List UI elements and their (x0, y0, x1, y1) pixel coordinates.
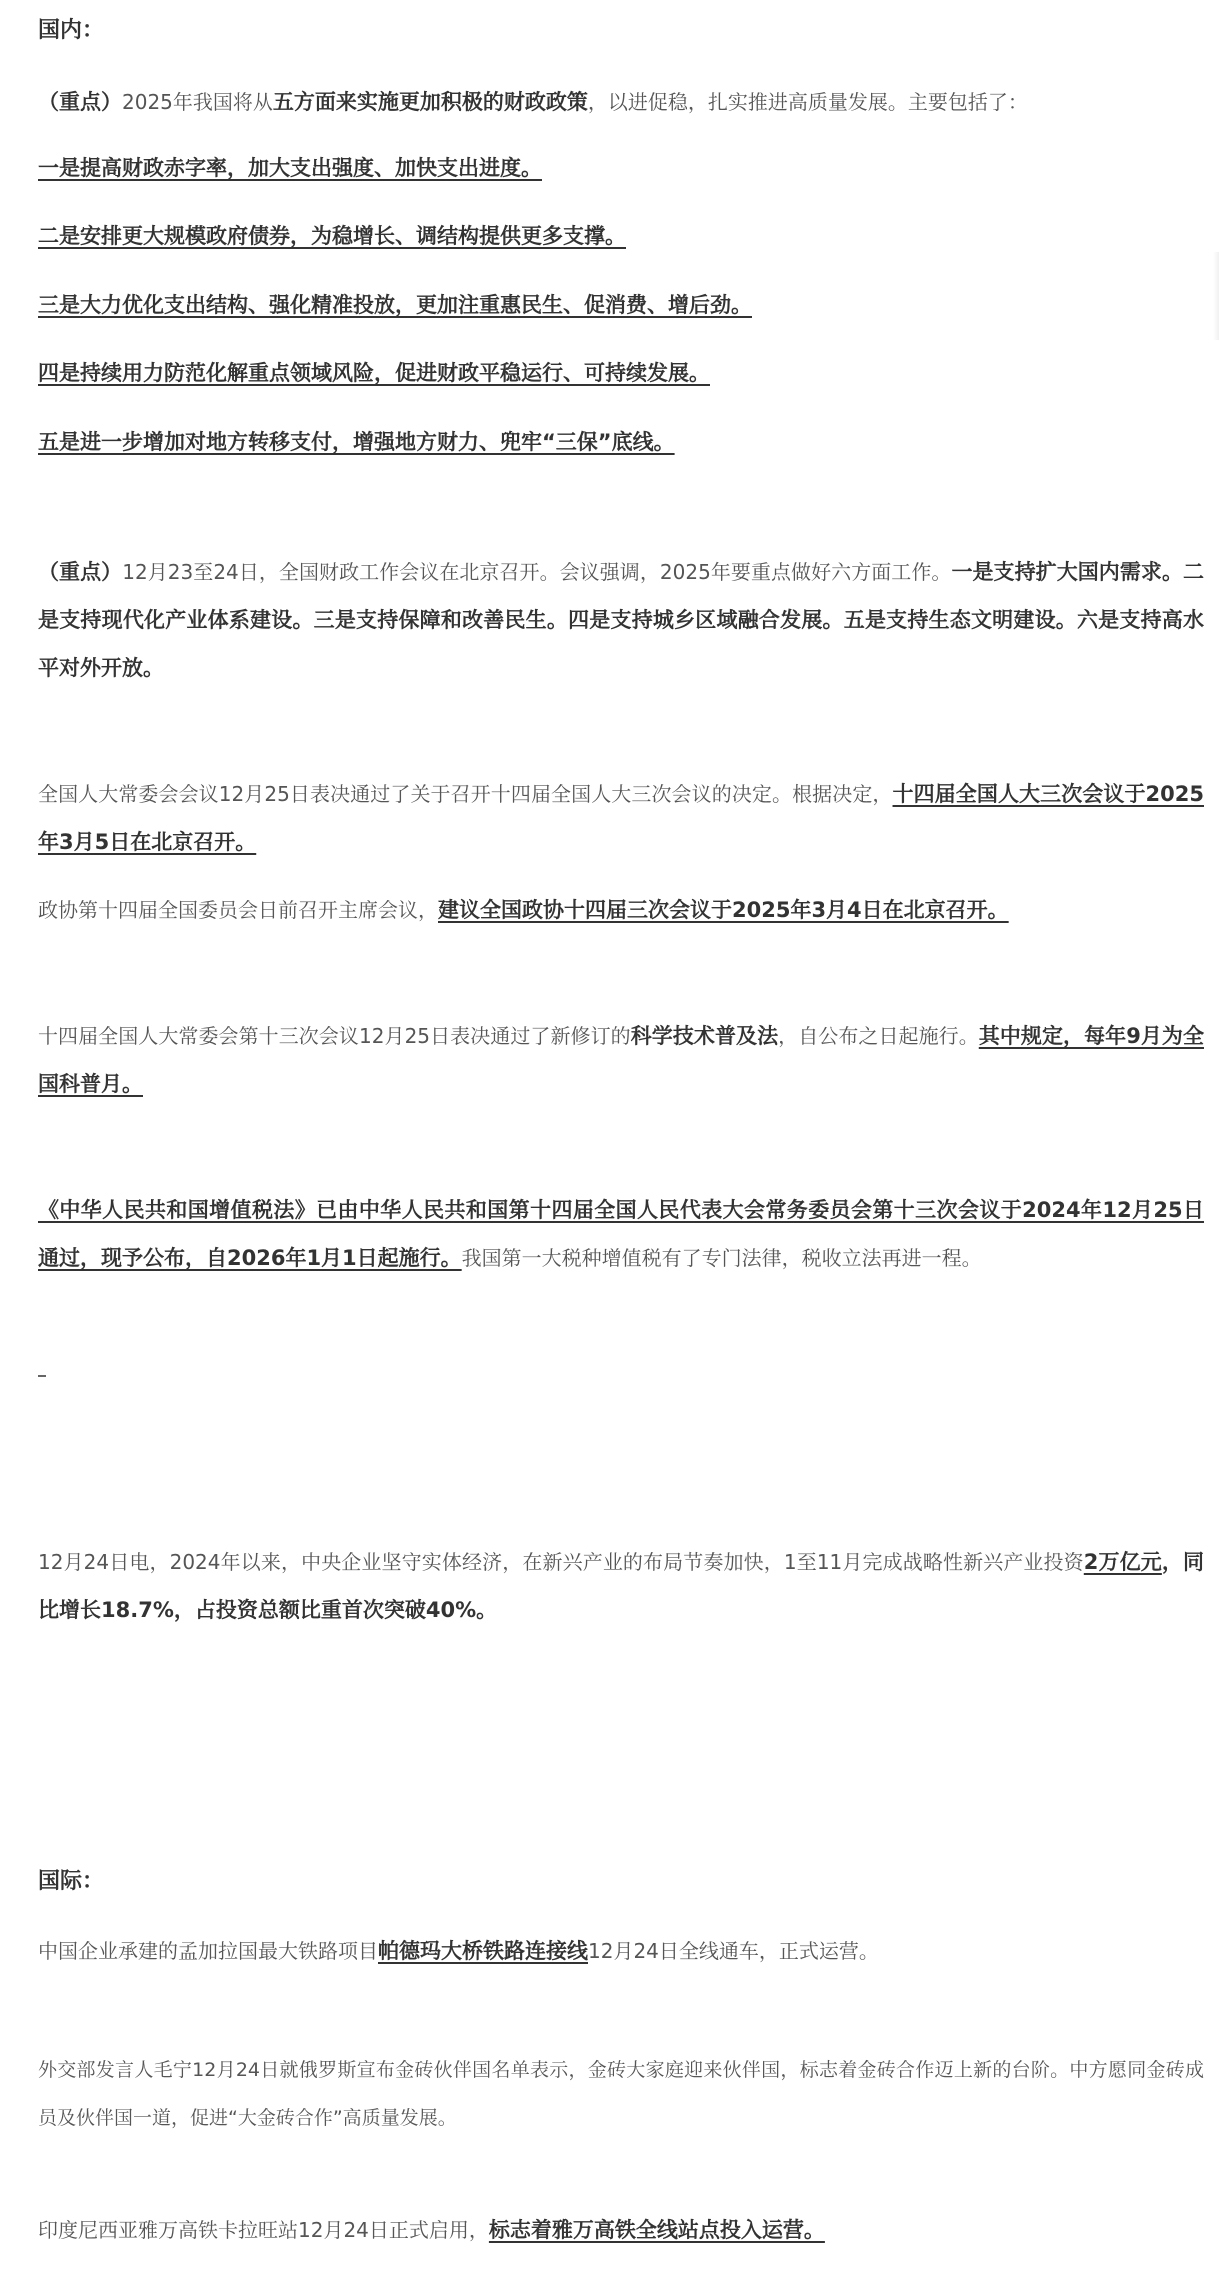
fiscal-point-3: 三是大力优化支出结构、强化精准投放，更加注重惠民生、促消费、增后劲。 (38, 293, 752, 317)
fiscal-point-1: 一是提高财政赤字率，加大支出强度、加快支出进度。 (38, 156, 542, 180)
paragraph-brics-partners: 外交部发言人毛宁12月24日就俄罗斯宣布金砖伙伴国名单表示，金砖大家庭迎来伙伴国，标志着金砖合作迈上新的台阶。中方愿同金砖成员及伙伴国一道，促进“大金砖合作”高质量发展。 (38, 2059, 1204, 2129)
six-tasks-bold: 一是支持扩大国内需求。二是支持现代化产业体系建设。三是支持保障和改善民生。四是支持城乡区域融合发展。五是支持生态文明建设。六是支持高水平对外开放。 (38, 560, 1205, 680)
fiscal-point-4: 四是持续用力防范化解重点领域风险，促进财政平稳运行、可持续发展。 (38, 361, 710, 385)
paragraph-bangladesh-railway: 中国企业承建的孟加拉国最大铁路项目帕德玛大桥铁路连接线12月24日全线通车，正式运营。 (38, 1939, 879, 1963)
cppcc-date-underline: 建议全国政协十四届三次会议于2025年3月4日在北京召开。 (438, 898, 1009, 922)
fiscal-policy-bold: 五方面来实施更加积极的财政政策 (272, 90, 588, 114)
fiscal-point-2: 二是安排更大规模政府债券，为稳增长、调结构提供更多支撑。 (38, 224, 626, 248)
vat-law-underline: 《中华人民共和国增值税法》已由中华人民共和国第十四届全国人民代表大会常务委员会第十三次会议于2024年12月25日通过，现予公布，自2026年1月1日起施行。 (38, 1198, 1204, 1270)
paragraph-jakarta-bandung-hsr: 印度尼西亚雅万高铁卡拉旺站12月24日正式启用，标志着雅万高铁全线站点投入运营。 (38, 2218, 825, 2242)
paragraph-finance-conference: （重点）12月23至24日，全国财政工作会议在北京召开。会议强调，2025年要重点做好六方面工作。一是支持扩大国内需求。二是支持现代化产业体系建设。三是支持保障和改善民生。四是支持城乡区域融合发展。五是支持生态文明建设。六是支持高水平对外开放。 (38, 560, 1205, 680)
paragraph-vat-law: 《中华人民共和国增值税法》已由中华人民共和国第十四届全国人民代表大会常务委员会第十三次会议于2024年12月25日通过，现予公布，自2026年1月1日起施行。我国第一大税种增值税有了专门法律，税收立法再进一程。 (38, 1198, 1204, 1270)
fiscal-point-5: 五是进一步增加对地方转移支付，增强地方财力、兜牢“三保”底线。 (38, 430, 675, 454)
section-heading-international: 国际： (38, 1869, 105, 1894)
npc-date-underline: 十四届全国人大三次会议于2025年3月5日在北京召开。 (38, 782, 1204, 854)
investment-amount-underline: 2万亿元 (1083, 1550, 1162, 1574)
science-month-underline: 其中规定，每年9月为全国科普月。 (38, 1024, 1204, 1096)
paragraph-cppcc-session: 政协第十四届全国委员会日前召开主席会议，建议全国政协十四届三次会议于2025年3月4日在北京召开。 (38, 898, 1009, 922)
paragraph-npc-session: 全国人大常委会会议12月25日表决通过了关于召开十四届全国人大三次会议的决定。根据决定，十四届全国人大三次会议于2025年3月5日在北京召开。 (38, 782, 1204, 854)
hsr-underline: 标志着雅万高铁全线站点投入运营。 (488, 2218, 825, 2242)
divider-dash (38, 1375, 46, 1377)
highlight-tag: （重点） (38, 90, 122, 114)
scroll-edge-shadow (1213, 252, 1219, 340)
section-heading-domestic: 国内： (38, 18, 105, 43)
railway-name-underline: 帕德玛大桥铁路连接线 (378, 1939, 588, 1963)
science-law-bold: 科学技术普及法 (630, 1024, 779, 1048)
paragraph-science-law: 十四届全国人大常委会第十三次会议12月25日表决通过了新修订的科学技术普及法，自公布之日起施行。其中规定，每年9月为全国科普月。 (38, 1024, 1204, 1096)
paragraph-soe-investment: 12月24日电，2024年以来，中央企业坚守实体经济，在新兴产业的布局节奏加快，1至11月完成战略性新兴产业投资2万亿元，同比增长18.7%，占投资总额比重首次突破40%。 (38, 1550, 1204, 1622)
growth-rate-bold: ，同比增长18.7%，占投资总额比重首次突破40%。 (38, 1550, 1204, 1622)
paragraph-fiscal-policy: （重点）2025年我国将从五方面来实施更加积极的财政政策，以进促稳，扎实推进高质量发展。主要包括了： (38, 90, 1028, 114)
highlight-tag: （重点） (38, 560, 123, 584)
